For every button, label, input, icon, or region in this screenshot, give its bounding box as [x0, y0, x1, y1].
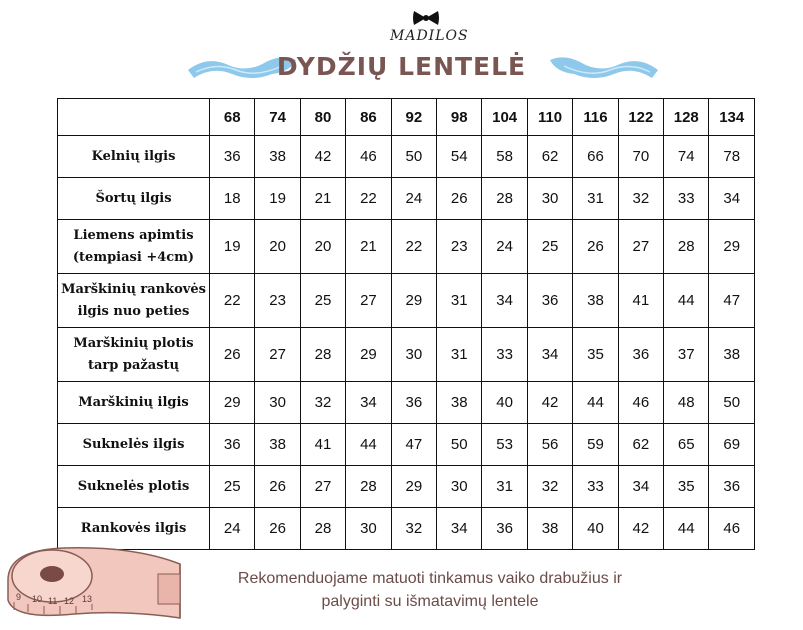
tape-number: 11	[48, 596, 58, 606]
size-value: 24	[482, 220, 527, 274]
size-value: 32	[618, 178, 663, 220]
size-header: 98	[437, 99, 482, 136]
size-value: 21	[300, 178, 345, 220]
size-table	[57, 98, 755, 550]
table-row	[58, 178, 755, 220]
size-value: 26	[573, 220, 618, 274]
row-label-line: Marškinių plotis	[73, 335, 194, 351]
size-value: 44	[664, 274, 709, 328]
size-value: 18	[210, 178, 255, 220]
size-header: 110	[527, 99, 572, 136]
size-value: 24	[391, 178, 436, 220]
measuring-tape-icon	[4, 540, 186, 624]
size-header: 116	[573, 99, 618, 136]
size-value: 33	[664, 178, 709, 220]
size-value: 36	[391, 382, 436, 424]
size-value: 38	[255, 424, 300, 466]
size-value: 41	[618, 274, 663, 328]
size-value: 33	[573, 466, 618, 508]
size-value: 29	[709, 220, 755, 274]
size-value: 35	[573, 328, 618, 382]
size-header: 128	[664, 99, 709, 136]
size-header: 68	[210, 99, 255, 136]
size-value: 36	[210, 136, 255, 178]
size-value: 26	[255, 508, 300, 550]
size-value: 69	[709, 424, 755, 466]
size-value: 20	[300, 220, 345, 274]
table-row	[58, 328, 755, 382]
size-value: 50	[709, 382, 755, 424]
size-value: 31	[437, 274, 482, 328]
size-value: 58	[482, 136, 527, 178]
table-row	[58, 136, 755, 178]
row-label	[58, 220, 210, 274]
size-value: 37	[664, 328, 709, 382]
size-value: 34	[618, 466, 663, 508]
size-value: 74	[664, 136, 709, 178]
size-value: 65	[664, 424, 709, 466]
size-value: 59	[573, 424, 618, 466]
row-label	[58, 274, 210, 328]
size-value: 36	[482, 508, 527, 550]
size-value: 26	[255, 466, 300, 508]
size-value: 36	[709, 466, 755, 508]
size-value: 47	[709, 274, 755, 328]
size-value: 20	[255, 220, 300, 274]
size-value: 35	[664, 466, 709, 508]
size-value: 28	[300, 508, 345, 550]
size-value: 54	[437, 136, 482, 178]
size-header: 92	[391, 99, 436, 136]
row-label-line: (tempiasi +4cm)	[72, 249, 195, 265]
size-value: 48	[664, 382, 709, 424]
size-value: 30	[527, 178, 572, 220]
size-value: 44	[664, 508, 709, 550]
size-value: 27	[300, 466, 345, 508]
size-value: 25	[300, 274, 345, 328]
size-value: 30	[346, 508, 391, 550]
size-value: 36	[618, 328, 663, 382]
size-value: 21	[346, 220, 391, 274]
row-label	[58, 328, 210, 382]
row-label-line: tarp pažastų	[88, 357, 179, 373]
size-value: 24	[210, 508, 255, 550]
size-value: 34	[709, 178, 755, 220]
logo-text: MADILOS	[390, 28, 469, 44]
size-value: 46	[618, 382, 663, 424]
size-header: 122	[618, 99, 663, 136]
row-label-line: Kelnių ilgis	[91, 148, 176, 164]
size-value: 38	[709, 328, 755, 382]
row-label	[58, 382, 210, 424]
size-value: 29	[346, 328, 391, 382]
size-value: 42	[527, 382, 572, 424]
size-value: 36	[210, 424, 255, 466]
table-row	[58, 424, 755, 466]
size-value: 78	[709, 136, 755, 178]
size-value: 31	[437, 328, 482, 382]
size-value: 31	[573, 178, 618, 220]
size-value: 23	[255, 274, 300, 328]
row-label	[58, 424, 210, 466]
size-value: 36	[527, 274, 572, 328]
header-row	[58, 99, 755, 136]
tape-number: 9	[16, 592, 22, 602]
row-label-line: Šortų ilgis	[95, 190, 172, 206]
size-value: 50	[391, 136, 436, 178]
row-label	[58, 178, 210, 220]
size-value: 32	[391, 508, 436, 550]
size-value: 26	[437, 178, 482, 220]
tape-number: 13	[82, 594, 93, 604]
size-header: 74	[255, 99, 300, 136]
page-title: DYDŽIŲ LENTELĖ	[276, 52, 527, 81]
size-value: 38	[527, 508, 572, 550]
size-value: 34	[437, 508, 482, 550]
brand-logo	[390, 8, 469, 50]
note-line: palyginti su išmatavimų lentele	[321, 593, 539, 610]
size-value: 40	[573, 508, 618, 550]
size-value: 19	[255, 178, 300, 220]
size-value: 19	[210, 220, 255, 274]
tape-number: 12	[64, 596, 75, 606]
table-row	[58, 382, 755, 424]
table-row	[58, 466, 755, 508]
size-value: 28	[346, 466, 391, 508]
size-value: 29	[210, 382, 255, 424]
size-value: 30	[255, 382, 300, 424]
size-value: 30	[437, 466, 482, 508]
row-label-line: Suknelės ilgis	[82, 436, 185, 452]
size-value: 22	[346, 178, 391, 220]
corner-cell	[58, 99, 210, 136]
size-value: 28	[300, 328, 345, 382]
size-value: 26	[210, 328, 255, 382]
size-value: 27	[346, 274, 391, 328]
size-value: 62	[618, 424, 663, 466]
row-label	[58, 136, 210, 178]
size-value: 42	[618, 508, 663, 550]
size-value: 32	[300, 382, 345, 424]
size-value: 30	[391, 328, 436, 382]
size-value: 40	[482, 382, 527, 424]
size-value: 50	[437, 424, 482, 466]
row-label-line: Marškinių rankovės	[61, 281, 206, 297]
row-label-line: Rankovės ilgis	[80, 520, 187, 536]
row-label-line: Liemens apimtis	[73, 227, 194, 243]
size-header: 134	[709, 99, 755, 136]
brush-stroke-icon	[548, 52, 660, 86]
size-value: 46	[709, 508, 755, 550]
size-value: 38	[255, 136, 300, 178]
size-value: 34	[482, 274, 527, 328]
size-value: 53	[482, 424, 527, 466]
size-value: 38	[573, 274, 618, 328]
size-value: 70	[618, 136, 663, 178]
size-value: 33	[482, 328, 527, 382]
table-row	[58, 220, 755, 274]
size-value: 31	[482, 466, 527, 508]
size-header: 104	[482, 99, 527, 136]
size-value: 66	[573, 136, 618, 178]
size-value: 25	[527, 220, 572, 274]
size-value: 25	[210, 466, 255, 508]
size-value: 28	[664, 220, 709, 274]
size-value: 22	[210, 274, 255, 328]
size-value: 22	[391, 220, 436, 274]
size-value: 27	[255, 328, 300, 382]
size-value: 34	[346, 382, 391, 424]
size-header: 86	[346, 99, 391, 136]
size-value: 27	[618, 220, 663, 274]
size-value: 41	[300, 424, 345, 466]
size-value: 23	[437, 220, 482, 274]
size-value: 56	[527, 424, 572, 466]
size-header: 80	[300, 99, 345, 136]
row-label-line: ilgis nuo peties	[77, 303, 190, 319]
row-label-line: Marškinių ilgis	[78, 394, 189, 410]
size-value: 38	[437, 382, 482, 424]
size-value: 32	[527, 466, 572, 508]
note-line: Rekomenduojame matuoti tinkamus vaiko drabužius ir	[237, 570, 623, 587]
size-value: 44	[573, 382, 618, 424]
size-value: 28	[482, 178, 527, 220]
size-value: 34	[527, 328, 572, 382]
size-value: 44	[346, 424, 391, 466]
recommendation-note	[180, 567, 680, 613]
size-value: 62	[527, 136, 572, 178]
row-label-line: Suknelės plotis	[77, 478, 190, 494]
table-row	[58, 274, 755, 328]
row-label	[58, 466, 210, 508]
bow-tie-icon	[412, 10, 440, 26]
tape-number: 10	[32, 594, 43, 604]
size-value: 29	[391, 274, 436, 328]
size-value: 29	[391, 466, 436, 508]
size-value: 46	[346, 136, 391, 178]
size-value: 47	[391, 424, 436, 466]
size-value: 42	[300, 136, 345, 178]
